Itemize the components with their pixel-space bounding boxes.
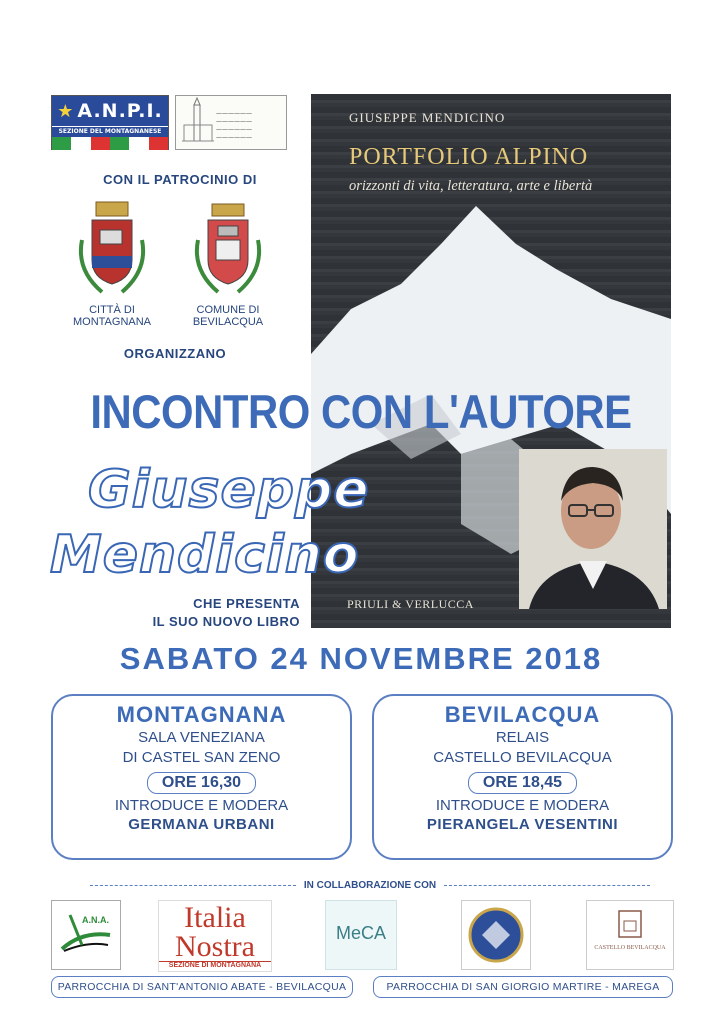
venue-time: ORE 16,30 bbox=[147, 772, 256, 794]
book-title: PORTFOLIO ALPINO bbox=[349, 144, 589, 170]
venue-intro: INTRODUCE E MODERA bbox=[114, 797, 289, 814]
venue-line-2: CASTELLO BEVILACQUA bbox=[433, 749, 612, 766]
crest-line-1: COMUNE DI bbox=[196, 304, 260, 316]
meca-text: MeCA bbox=[335, 923, 386, 943]
meca-logo bbox=[325, 900, 397, 970]
parrocchia-bevilacqua: PARROCCHIA DI SANT'ANTONIO ABATE - BEVILACQUA bbox=[51, 976, 353, 998]
venue-line-2: DI CASTEL SAN ZENO bbox=[122, 749, 281, 766]
collab-divider bbox=[90, 880, 650, 891]
venue-box-bevilacqua bbox=[372, 694, 673, 860]
italia-nostra-logo bbox=[158, 900, 272, 972]
presents-text bbox=[120, 595, 300, 631]
shield-icon bbox=[72, 200, 152, 300]
crest-line-2: BEVILACQUA bbox=[192, 316, 264, 328]
castle-crest-icon bbox=[615, 907, 645, 941]
badge-icon bbox=[462, 901, 530, 969]
anpi-logo bbox=[51, 95, 169, 150]
portrait-image bbox=[519, 449, 667, 609]
event-title: INCONTRO CON L'AUTORE bbox=[90, 385, 632, 438]
bevilacqua-crest bbox=[188, 200, 268, 300]
italia-nostra-sub: SEZIONE DI MONTAGNANA bbox=[159, 961, 271, 969]
collab-heading: IN COLLABORAZIONE CON bbox=[303, 880, 437, 891]
ana-national-logo bbox=[461, 900, 531, 970]
italia-text: Italia bbox=[184, 901, 246, 934]
parrocchia-marega: PARROCCHIA DI SAN GIORGIO MARTIRE - MAREGA bbox=[373, 976, 673, 998]
venue-intro: INTRODUCE E MODERA bbox=[435, 797, 610, 814]
venue-moderator: PIERANGELA VESENTINI bbox=[426, 816, 619, 833]
anpi-section-text: SEZIONE DEL MONTAGNANESE bbox=[52, 126, 168, 137]
book-cover bbox=[311, 94, 671, 628]
venue-time: ORE 18,45 bbox=[468, 772, 577, 794]
castello-text: CASTELLO BEVILACQUA bbox=[594, 945, 666, 951]
author-photo bbox=[519, 449, 667, 609]
venue-moderator: GERMANA URBANI bbox=[128, 816, 275, 833]
book-subtitle: orizzonti di vita, letteratura, arte e libertà bbox=[349, 178, 593, 194]
feather-hat-icon bbox=[52, 901, 120, 969]
crest-line-2: MONTAGNANA bbox=[72, 316, 152, 328]
ana-logo bbox=[51, 900, 121, 970]
venue-place: MONTAGNANA bbox=[116, 702, 287, 727]
montagnana-crest bbox=[72, 200, 152, 300]
bevilacqua-label bbox=[178, 304, 278, 328]
author-last-name: Mendicino bbox=[50, 525, 360, 585]
presents-line-1: CHE PRESENTA bbox=[193, 596, 300, 611]
italian-flag-stripe bbox=[52, 137, 168, 150]
patrocinio-heading: CON IL PATROCINIO DI bbox=[103, 172, 257, 187]
author-first-name: Giuseppe bbox=[88, 460, 370, 520]
venue-place: BEVILACQUA bbox=[444, 702, 601, 727]
venue-line-1: RELAIS bbox=[495, 729, 550, 746]
nostra-text: Nostra bbox=[175, 930, 255, 963]
ana-logo-text: A.N.A. bbox=[82, 915, 109, 925]
presents-line-2: IL SUO NUOVO LIBRO bbox=[152, 614, 300, 629]
book-publisher: PRIULI & VERLUCCA bbox=[347, 597, 474, 611]
shield-icon bbox=[188, 200, 268, 300]
venue-line-1: SALA VENEZIANA bbox=[138, 729, 265, 746]
book-author: GIUSEPPE MENDICINO bbox=[349, 110, 506, 125]
church-icon bbox=[178, 97, 218, 150]
montagnana-label bbox=[62, 304, 162, 328]
castello-bevilacqua-logo bbox=[586, 900, 674, 970]
crest-line-1: CITTÀ DI bbox=[89, 304, 135, 316]
anpi-logo-text: A.N.P.I. bbox=[77, 100, 163, 122]
venue-box-montagnana bbox=[51, 694, 352, 860]
event-date: SABATO 24 NOVEMBRE 2018 bbox=[119, 641, 603, 676]
organizzano-heading: ORGANIZZANO bbox=[123, 346, 227, 361]
star-icon: ★ bbox=[57, 100, 75, 122]
premio-logo: —————— —————— —————— —————— bbox=[175, 95, 287, 150]
